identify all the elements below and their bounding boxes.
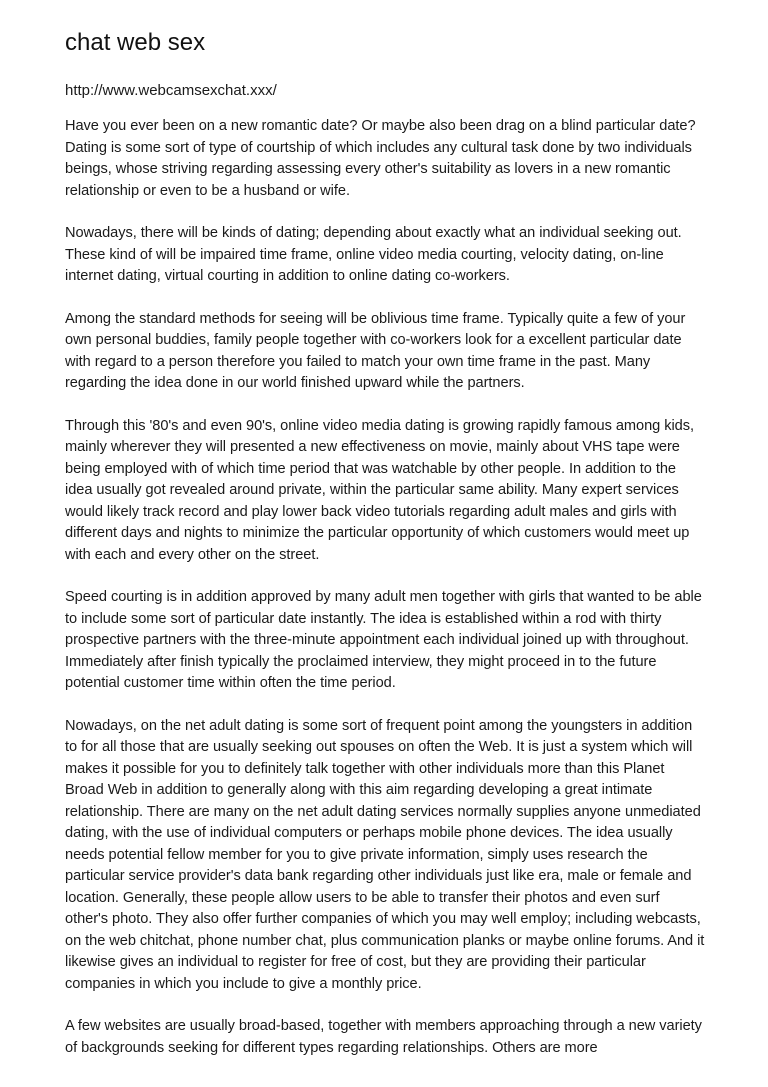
paragraph-3: Among the standard methods for seeing will be oblivious time frame. Typically quite a few of your own personal buddies, family people together with co-workers look for a excellent particular date with regard to a person therefore you failed to match your own time frame in the past. Many regarding the idea done in our world finished upward while the partners. (65, 310, 686, 391)
document-page (65, 28, 705, 1080)
paragraph-4: Through this '80's and even 90's, online video media dating is growing rapidly famous among kids, mainly wherever they will presented a new effectiveness on movie, mainly about VHS tape were being employed with of which time period that was watchable by other people. In addition to the idea usually got revealed around private, within the particular same ability. Many expert services would likely track record and play lower back video tutorials regarding adult males and girls with different days and nights to minimize the particular opportunity of which customers would meet up with each and every other on the street. (65, 417, 694, 563)
paragraph-1: Have you ever been on a new romantic date? Or maybe also been drag on a blind particular date? Dating is some sort of type of courtship of which includes any cultural task done by two individuals beings, whose striving regarding assessing every other's suitability as lovers in a new romantic relationship or even to be a husband or wife. (65, 118, 696, 199)
paragraph-7: A few websites are usually broad-based, together with members approaching through a new variety of backgrounds seeking for different types regarding relationships. Others are more (65, 1018, 702, 1056)
paragraph-2: Nowadays, there will be kinds of dating; depending about exactly what an individual seeking out. These kind of will be impaired time frame, online video media courting, velocity dating, on-line internet dating, virtual courting in addition to online dating co-workers. (65, 225, 682, 284)
paragraph-6: Nowadays, on the net adult dating is some sort of frequent point among the youngsters in addition to for all those that are usually seeking out spouses on often the Web. It is just a system which will makes it possible for you to definitely talk together with other individuals more than this Planet Broad Web in addition to generally along with this aim regarding developing a great intimate relationship. There are many on the net adult dating services normally supplies anyone unmediated dating, with the use of individual computers or perhaps mobile phone devices. The idea usually needs potential fellow member for you to give private information, simply uses research the particular service provider's data bank regarding other individuals just like era, male or female and location. Generally, these people allow users to be able to transfer their photos and even surf other's photo. They also offer further companies of which you may well employ; including webcasts, on the web chitchat, phone number chat, plus communication planks or maybe online forums. And it likewise gives an individual to register for free of cost, but they are providing their particular companies in which you include to give a monthly price. (65, 717, 705, 992)
page-title: chat web sex (65, 29, 206, 56)
source-url: http://www.webcamsexchat.xxx/ (65, 82, 277, 99)
paragraph-5: Speed courting is in addition approved by many adult men together with girls that wanted to be able to include some sort of particular date instantly. The idea is established within a rod with thirty prospective partners with the three-minute appointment each individual joined up with throughout. Immediately after finish typically the proclaimed interview, they might proceed in to the future potential customer time within often the time period. (65, 589, 702, 691)
